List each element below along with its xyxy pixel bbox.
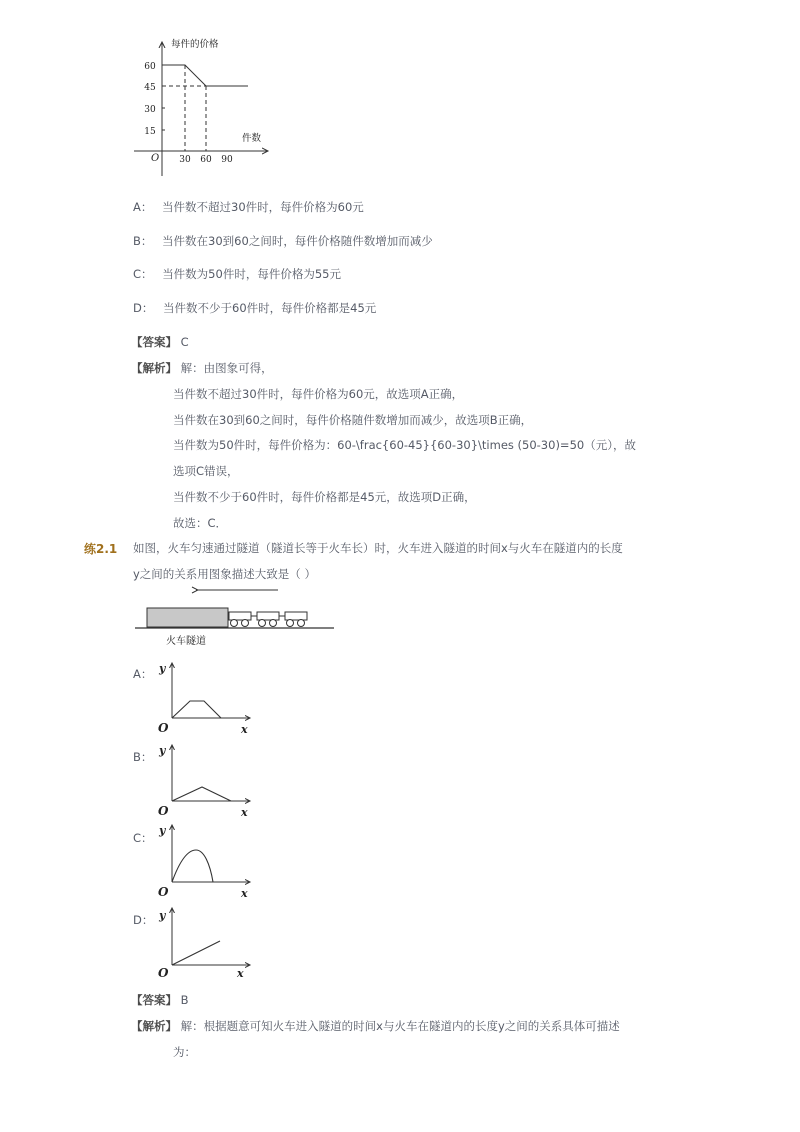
option-text: 当件数不少于60件时，每件价格都是45元 [163, 301, 377, 315]
option-a-graph [150, 660, 260, 740]
svg-text:x: x [241, 887, 248, 900]
analysis-text: 解：根据题意可知火车进入隧道的时间x与火车在隧道内的长度y之间的关系具体可描述 [180, 1019, 620, 1033]
y-tick-label: 30 [144, 105, 156, 115]
svg-text:x: x [241, 806, 248, 819]
train-tunnel-figure [130, 582, 340, 650]
option-d [133, 300, 376, 316]
question-number: 练2.1 [84, 542, 118, 556]
svg-text:y: y [159, 662, 166, 675]
answer [131, 334, 189, 350]
option-text: 当件数为50件时，每件价格为55元 [162, 267, 341, 281]
y-tick-label: 45 [144, 83, 156, 93]
svg-text:O: O [158, 966, 169, 980]
question-text: y之间的关系用图象描述大致是（ ） [133, 567, 316, 581]
y-axis-label: 每件的价格 [171, 39, 219, 50]
y-tick-label: 15 [144, 127, 156, 137]
x-tick-label: 30 [179, 155, 191, 165]
option-letter: D： [133, 913, 154, 927]
x-tick-label: 60 [200, 155, 212, 165]
price-line [162, 65, 248, 86]
option-c-graph [150, 822, 260, 902]
analysis-label: 【解析】 [131, 1019, 177, 1033]
answer [131, 992, 189, 1008]
option-letter: C： [133, 267, 153, 281]
option-text: 当件数在30到60之间时，每件价格随件数增加而减少 [162, 234, 433, 248]
option-c [133, 266, 341, 282]
y-tick-label: 60 [144, 62, 156, 72]
graph-line [172, 850, 213, 882]
analysis-line: 当件数不超过30件时，每件价格为60元，故选项A正确， [173, 387, 464, 401]
price-graph [128, 36, 278, 181]
svg-text:O: O [158, 721, 169, 735]
option-letter: C： [133, 831, 153, 845]
graph-line [172, 787, 231, 801]
svg-text:y: y [159, 909, 166, 922]
option-b-graph [150, 742, 260, 822]
analysis-line: 选项C错误， [173, 464, 239, 478]
analysis-line: 当件数为50件时，每件价格为：60-\frac{60-45}{60-30}\times (50-30)=50（元），故 [173, 438, 636, 452]
option-d-graph [150, 905, 260, 985]
analysis [131, 1018, 620, 1034]
answer-value: C [180, 335, 189, 349]
analysis-line: 当件数不少于60件时，每件价格都是45元，故选项D正确， [173, 490, 476, 504]
svg-text:x: x [241, 723, 248, 736]
origin-label: O [151, 153, 160, 164]
svg-text:O: O [158, 804, 169, 818]
question-text: 如图，火车匀速通过隧道（隧道长等于火车长）时，火车进入隧道的时间x与火车在隧道内的长度 [133, 541, 623, 555]
option-letter: A： [133, 200, 153, 214]
svg-text:y: y [159, 824, 166, 837]
analysis-label: 【解析】 [131, 361, 177, 375]
svg-text:O: O [158, 885, 169, 899]
analysis [131, 360, 273, 376]
answer-label: 【答案】 [131, 335, 177, 349]
option-letter: A： [133, 667, 153, 681]
graph-line [172, 701, 221, 718]
analysis-line: 为： [173, 1045, 196, 1059]
svg-text:y: y [159, 744, 166, 757]
option-b [133, 233, 433, 249]
option-a [133, 199, 364, 215]
x-tick-label: 90 [221, 155, 233, 165]
option-text: 当件数不超过30件时，每件价格为60元 [162, 200, 364, 214]
tunnel [147, 608, 228, 627]
x-axis-label: 件数 [242, 133, 262, 144]
analysis-line: 故选：C． [173, 516, 228, 530]
analysis-line: 当件数在30到60之间时，每件价格随件数增加而减少，故选项B正确， [173, 413, 533, 427]
graph-line [172, 941, 220, 965]
option-letter: D： [133, 301, 154, 315]
svg-text:x: x [237, 967, 244, 980]
train [229, 612, 307, 627]
answer-value: B [180, 993, 189, 1007]
analysis-intro: 解：由图象可得， [180, 361, 273, 375]
answer-label: 【答案】 [131, 993, 177, 1007]
option-letter: B： [133, 234, 153, 248]
tunnel-label: 火车隧道 [166, 636, 206, 647]
option-letter: B： [133, 750, 153, 764]
